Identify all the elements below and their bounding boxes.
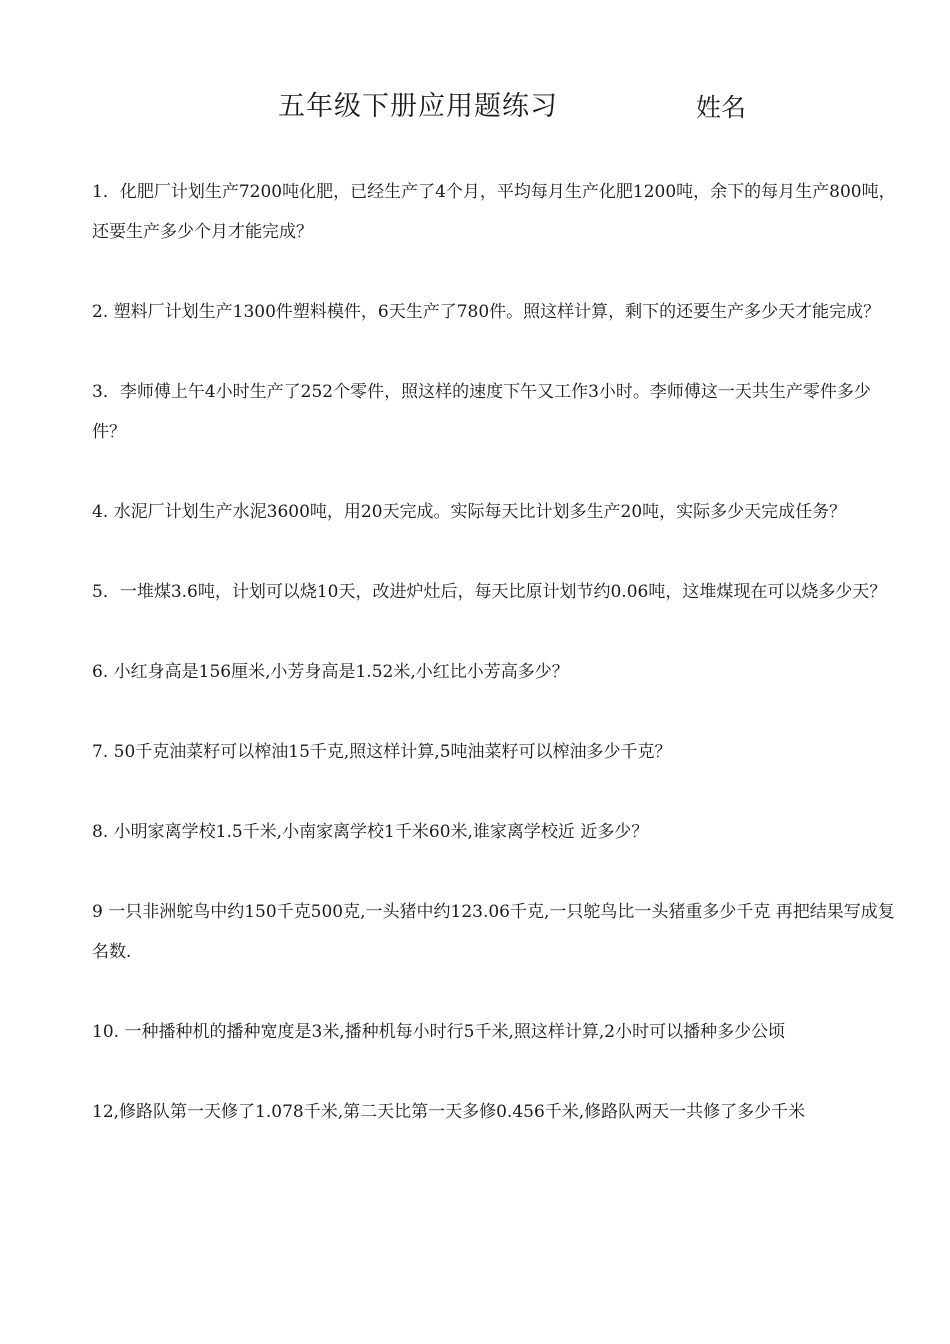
- question-1: 1．化肥厂计划生产7200吨化肥，已经生产了4个月，平均每月生产化肥1200吨，余下的每月生产800吨，还要生产多少个月才能完成？: [92, 182, 896, 242]
- question-7: 7. 50千克油菜籽可以榨油15千克,照这样计算,5吨油菜籽可以榨油多少千克？: [92, 742, 672, 762]
- question-12: 12,修路队第一天修了1.078千米,第二天比第一天多修0.456千米,修路队两天一共修了多少千米: [92, 1102, 806, 1122]
- question-8: 8. 小明家离学校1.5千米,小南家离学校1千米60米,谁家离学校近 近多少？: [92, 822, 649, 842]
- question-10: 10. 一种播种机的播种宽度是3米,播种机每小时行5千米,照这样计算,2小时可以播种多少公顷: [92, 1022, 786, 1042]
- question-2: 2. 塑料厂计划生产1300件塑料模件，6天生产了780件。照这样计算，剩下的还要生产多少天才能完成？: [92, 302, 881, 322]
- question-6: 6. 小红身高是156厘米,小芳身高是1.52米,小红比小芳高多少？: [92, 662, 569, 682]
- question-9: 9 一只非洲鸵鸟中约150千克500克,一头猪中约123.06千克,一只鸵鸟比一头猪重多少千克 再把结果写成复名数.: [92, 902, 895, 962]
- question-5: 5．一堆煤3.6吨，计划可以烧10天，改进炉灶后，每天比原计划节约0.06吨，这堆煤现在可以烧多少天？: [92, 582, 887, 602]
- question-3: 3．李师傅上午4小时生产了252个零件，照这样的速度下午又工作3小时。李师傅这一天共生产零件多少件？: [92, 382, 871, 442]
- question-4: 4. 水泥厂计划生产水泥3600吨，用20天完成。实际每天比计划多生产20吨，实际多少天完成任务？: [92, 502, 847, 522]
- page-title: 五年级下册应用题练习: [278, 91, 558, 122]
- question-list: [92, 172, 898, 1132]
- name-label: 姓名: [696, 93, 747, 122]
